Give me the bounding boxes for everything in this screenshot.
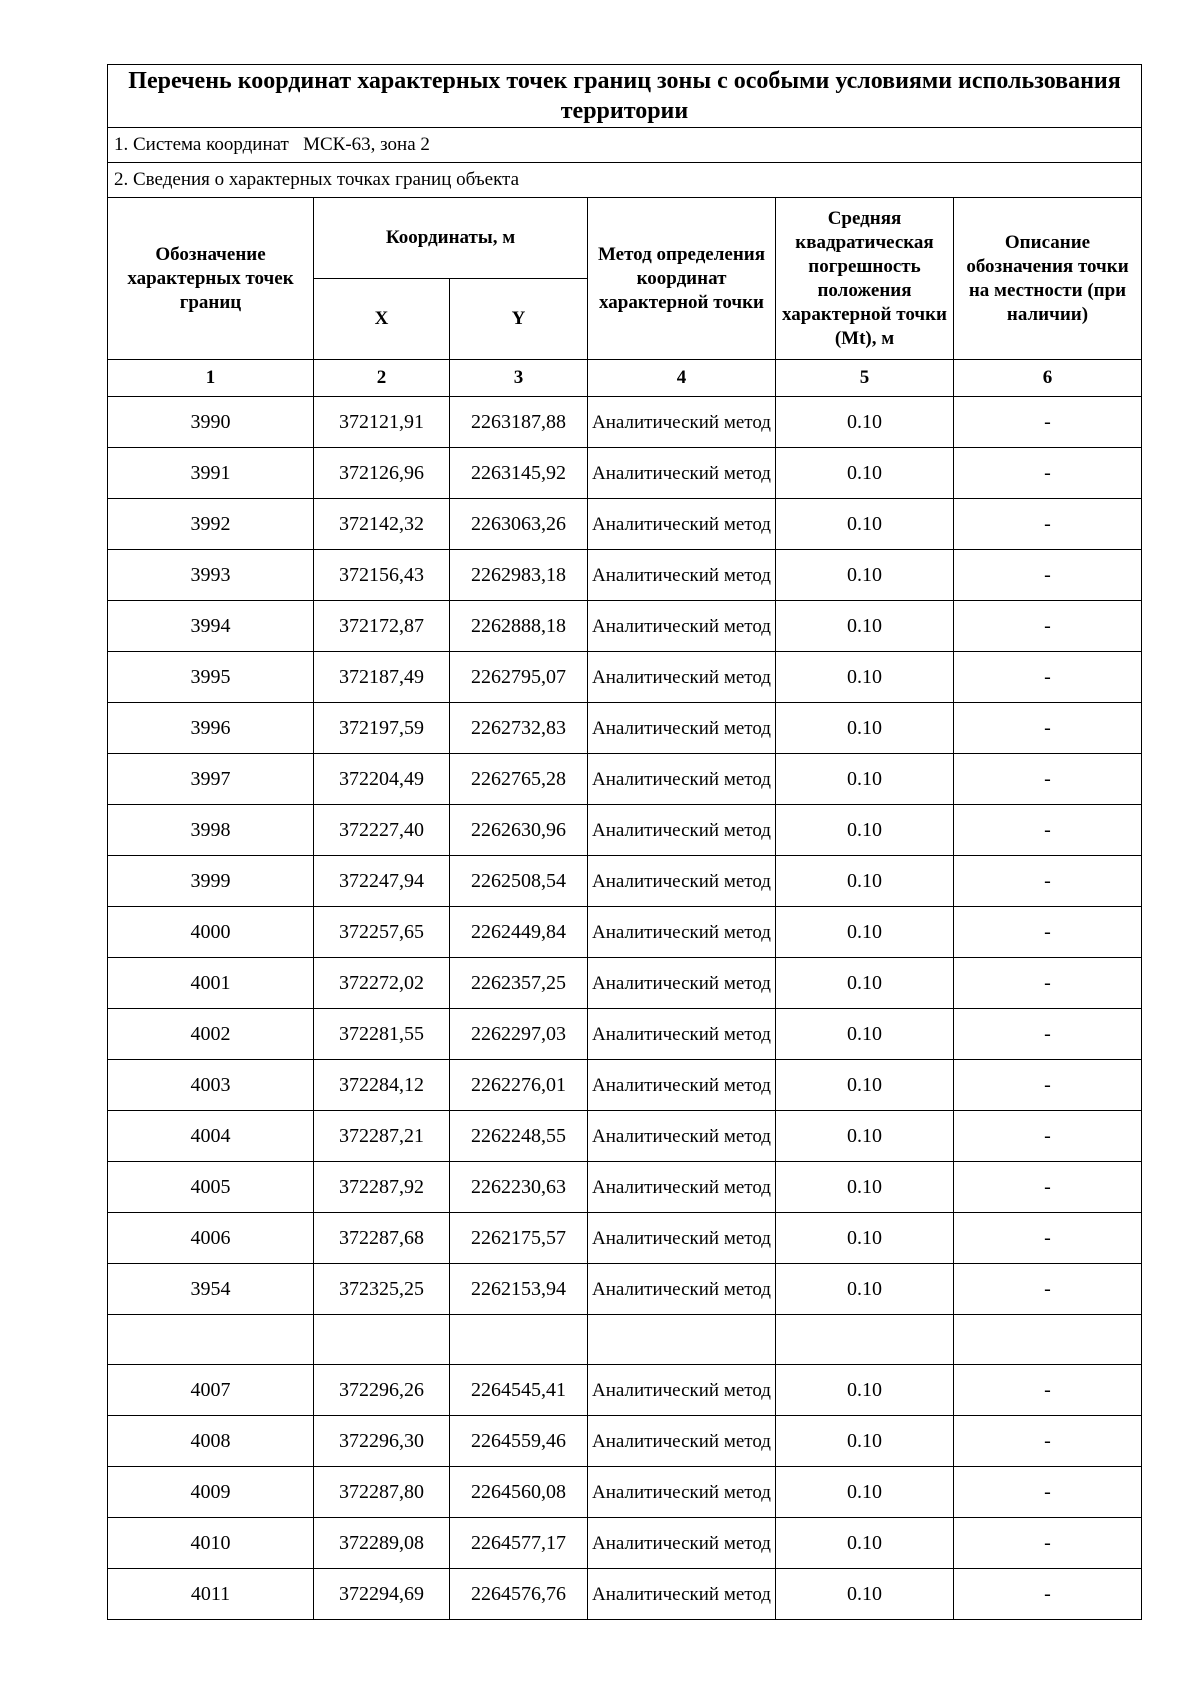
table-row <box>108 1264 1142 1315</box>
point-id: 3990 <box>108 397 314 448</box>
point-id: 3954 <box>108 1264 314 1315</box>
coord-x: 372272,02 <box>314 958 450 1009</box>
coord-y <box>450 1315 588 1365</box>
method-cell: Аналитический метод <box>588 1467 776 1518</box>
error-value: 0.10 <box>776 1009 954 1060</box>
coord-x: 372296,26 <box>314 1365 450 1416</box>
method-cell <box>588 1315 776 1365</box>
point-id: 3991 <box>108 448 314 499</box>
coord-y: 2263063,26 <box>450 499 588 550</box>
error-value: 0.10 <box>776 805 954 856</box>
coord-x: 372284,12 <box>314 1060 450 1111</box>
method-cell: Аналитический метод <box>588 754 776 805</box>
point-id: 3995 <box>108 652 314 703</box>
table-row <box>108 1416 1142 1467</box>
description-cell: - <box>954 1162 1142 1213</box>
table-row <box>108 550 1142 601</box>
table-row <box>108 1518 1142 1569</box>
description-cell: - <box>954 601 1142 652</box>
point-id: 4010 <box>108 1518 314 1569</box>
coord-y: 2264577,17 <box>450 1518 588 1569</box>
coord-y: 2262276,01 <box>450 1060 588 1111</box>
error-value: 0.10 <box>776 958 954 1009</box>
coord-y: 2264576,76 <box>450 1569 588 1620</box>
method-cell: Аналитический метод <box>588 1569 776 1620</box>
method-cell: Аналитический метод <box>588 652 776 703</box>
table-row <box>108 499 1142 550</box>
coord-y: 2263187,88 <box>450 397 588 448</box>
coord-x: 372197,59 <box>314 703 450 754</box>
document-title: Перечень координат характерных точек границ зоны с особыми условиями использования территории <box>108 65 1142 128</box>
method-cell: Аналитический метод <box>588 958 776 1009</box>
description-cell: - <box>954 1365 1142 1416</box>
column-number: 5 <box>776 360 954 397</box>
method-cell: Аналитический метод <box>588 1518 776 1569</box>
header-x: X <box>314 279 450 360</box>
method-cell: Аналитический метод <box>588 805 776 856</box>
coordinates-table <box>107 64 1142 1620</box>
coord-x: 372247,94 <box>314 856 450 907</box>
error-value: 0.10 <box>776 1365 954 1416</box>
coord-y: 2262765,28 <box>450 754 588 805</box>
point-id: 4000 <box>108 907 314 958</box>
column-number: 1 <box>108 360 314 397</box>
coord-x: 372287,92 <box>314 1162 450 1213</box>
method-cell: Аналитический метод <box>588 1264 776 1315</box>
description-cell: - <box>954 1416 1142 1467</box>
point-id: 3997 <box>108 754 314 805</box>
error-value: 0.10 <box>776 1264 954 1315</box>
error-value: 0.10 <box>776 550 954 601</box>
coord-y: 2262357,25 <box>450 958 588 1009</box>
method-cell: Аналитический метод <box>588 499 776 550</box>
description-cell: - <box>954 1111 1142 1162</box>
table-row <box>108 805 1142 856</box>
point-id: 4005 <box>108 1162 314 1213</box>
method-cell: Аналитический метод <box>588 1009 776 1060</box>
table-row <box>108 1365 1142 1416</box>
error-value: 0.10 <box>776 601 954 652</box>
description-cell: - <box>954 652 1142 703</box>
coord-x: 372294,69 <box>314 1569 450 1620</box>
description-cell: - <box>954 1518 1142 1569</box>
error-value: 0.10 <box>776 397 954 448</box>
point-id: 4009 <box>108 1467 314 1518</box>
column-number: 4 <box>588 360 776 397</box>
coord-x: 372172,87 <box>314 601 450 652</box>
point-id: 4003 <box>108 1060 314 1111</box>
coord-x: 372287,68 <box>314 1213 450 1264</box>
table-row <box>108 1060 1142 1111</box>
coord-x: 372287,21 <box>314 1111 450 1162</box>
error-value: 0.10 <box>776 1467 954 1518</box>
description-cell <box>954 1315 1142 1365</box>
error-value: 0.10 <box>776 703 954 754</box>
coord-x <box>314 1315 450 1365</box>
header-y: Y <box>450 279 588 360</box>
method-cell: Аналитический метод <box>588 1365 776 1416</box>
table-row <box>108 907 1142 958</box>
point-id: 4008 <box>108 1416 314 1467</box>
error-value: 0.10 <box>776 499 954 550</box>
coord-y: 2262230,63 <box>450 1162 588 1213</box>
description-cell: - <box>954 1213 1142 1264</box>
coord-y: 2262175,57 <box>450 1213 588 1264</box>
point-id: 3993 <box>108 550 314 601</box>
description-cell: - <box>954 1569 1142 1620</box>
coord-x: 372281,55 <box>314 1009 450 1060</box>
coord-y: 2262888,18 <box>450 601 588 652</box>
table-row <box>108 754 1142 805</box>
description-cell: - <box>954 958 1142 1009</box>
description-cell: - <box>954 754 1142 805</box>
coord-y: 2262449,84 <box>450 907 588 958</box>
table-row <box>108 1569 1142 1620</box>
table-row <box>108 1213 1142 1264</box>
error-value: 0.10 <box>776 1162 954 1213</box>
description-cell: - <box>954 1060 1142 1111</box>
coord-x: 372289,08 <box>314 1518 450 1569</box>
method-cell: Аналитический метод <box>588 907 776 958</box>
error-value: 0.10 <box>776 1060 954 1111</box>
point-id: 3999 <box>108 856 314 907</box>
coord-y: 2262508,54 <box>450 856 588 907</box>
description-cell: - <box>954 550 1142 601</box>
error-value: 0.10 <box>776 907 954 958</box>
coord-x: 372204,49 <box>314 754 450 805</box>
description-cell: - <box>954 397 1142 448</box>
column-number: 3 <box>450 360 588 397</box>
coord-y: 2262153,94 <box>450 1264 588 1315</box>
point-id: 4001 <box>108 958 314 1009</box>
coord-x: 372287,80 <box>314 1467 450 1518</box>
method-cell: Аналитический метод <box>588 1111 776 1162</box>
error-value <box>776 1315 954 1365</box>
point-id: 3996 <box>108 703 314 754</box>
description-cell: - <box>954 448 1142 499</box>
method-cell: Аналитический метод <box>588 397 776 448</box>
error-value: 0.10 <box>776 1111 954 1162</box>
coord-x: 372142,32 <box>314 499 450 550</box>
method-cell: Аналитический метод <box>588 1213 776 1264</box>
coord-x: 372325,25 <box>314 1264 450 1315</box>
point-id: 4006 <box>108 1213 314 1264</box>
point-id: 3992 <box>108 499 314 550</box>
description-cell: - <box>954 1264 1142 1315</box>
method-cell: Аналитический метод <box>588 1060 776 1111</box>
coord-y: 2262297,03 <box>450 1009 588 1060</box>
column-number: 6 <box>954 360 1142 397</box>
table-row <box>108 1111 1142 1162</box>
coord-x: 372296,30 <box>314 1416 450 1467</box>
coord-y: 2264559,46 <box>450 1416 588 1467</box>
description-cell: - <box>954 499 1142 550</box>
description-cell: - <box>954 907 1142 958</box>
table-row <box>108 958 1142 1009</box>
method-cell: Аналитический метод <box>588 856 776 907</box>
method-cell: Аналитический метод <box>588 601 776 652</box>
method-cell: Аналитический метод <box>588 550 776 601</box>
coord-x: 372187,49 <box>314 652 450 703</box>
method-cell: Аналитический метод <box>588 1416 776 1467</box>
table-row <box>108 1467 1142 1518</box>
description-cell: - <box>954 1467 1142 1518</box>
point-id: 4007 <box>108 1365 314 1416</box>
method-cell: Аналитический метод <box>588 448 776 499</box>
coordinate-system-line: 1. Система координат МСК-63, зона 2 <box>108 128 1142 163</box>
error-value: 0.10 <box>776 856 954 907</box>
error-value: 0.10 <box>776 1213 954 1264</box>
coord-y: 2262983,18 <box>450 550 588 601</box>
method-cell: Аналитический метод <box>588 703 776 754</box>
point-id: 4011 <box>108 1569 314 1620</box>
error-value: 0.10 <box>776 1416 954 1467</box>
table-row <box>108 1009 1142 1060</box>
coord-y: 2264560,08 <box>450 1467 588 1518</box>
point-id: 4002 <box>108 1009 314 1060</box>
coord-y: 2262732,83 <box>450 703 588 754</box>
point-id: 4004 <box>108 1111 314 1162</box>
coord-y: 2263145,92 <box>450 448 588 499</box>
coord-y: 2262630,96 <box>450 805 588 856</box>
coord-x: 372257,65 <box>314 907 450 958</box>
column-numbers-row <box>108 360 1142 397</box>
table-row <box>108 601 1142 652</box>
object-info-line: 2. Сведения о характерных точках границ объекта <box>108 163 1142 198</box>
table-row <box>108 652 1142 703</box>
error-value: 0.10 <box>776 1518 954 1569</box>
coord-x: 372156,43 <box>314 550 450 601</box>
header-designation: Обозначение характерных точек границ <box>108 198 314 360</box>
description-cell: - <box>954 805 1142 856</box>
coord-y: 2262248,55 <box>450 1111 588 1162</box>
coord-y: 2264545,41 <box>450 1365 588 1416</box>
header-coordinates: Координаты, м <box>314 198 588 279</box>
error-value: 0.10 <box>776 448 954 499</box>
header-method: Метод определения координат характерной точки <box>588 198 776 360</box>
table-row <box>108 856 1142 907</box>
header-error: Средняя квадратическая погрешность положения характерной точки (Mt), м <box>776 198 954 360</box>
error-value: 0.10 <box>776 1569 954 1620</box>
error-value: 0.10 <box>776 652 954 703</box>
method-cell: Аналитический метод <box>588 1162 776 1213</box>
coord-x: 372126,96 <box>314 448 450 499</box>
table-row <box>108 1315 1142 1365</box>
table-row <box>108 448 1142 499</box>
point-id: 3994 <box>108 601 314 652</box>
table-row <box>108 703 1142 754</box>
header-description: Описание обозначения точки на местности (при наличии) <box>954 198 1142 360</box>
error-value: 0.10 <box>776 754 954 805</box>
point-id: 3998 <box>108 805 314 856</box>
description-cell: - <box>954 703 1142 754</box>
coord-x: 372121,91 <box>314 397 450 448</box>
coord-x: 372227,40 <box>314 805 450 856</box>
description-cell: - <box>954 1009 1142 1060</box>
table-row <box>108 397 1142 448</box>
coord-y: 2262795,07 <box>450 652 588 703</box>
point-id <box>108 1315 314 1365</box>
table-row <box>108 1162 1142 1213</box>
column-number: 2 <box>314 360 450 397</box>
description-cell: - <box>954 856 1142 907</box>
